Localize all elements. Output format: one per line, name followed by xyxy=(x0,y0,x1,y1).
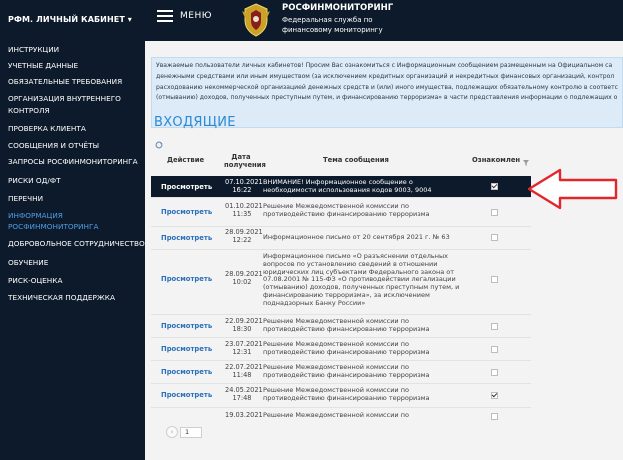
refresh-icon[interactable] xyxy=(155,141,163,149)
sidebar-item-lists[interactable]: ПЕРЕЧНИ xyxy=(8,194,44,203)
pagination xyxy=(166,426,202,438)
emblem-icon xyxy=(239,2,273,38)
sidebar-item-requirements[interactable]: ОБЯЗАТЕЛЬНЫЕ ТРЕБОВАНИЯ xyxy=(8,77,123,86)
table-row[interactable] xyxy=(151,251,531,315)
sidebar-item-cooperation[interactable]: ДОБРОВОЛЬНОЕ СОТРУДНИЧЕСТВО xyxy=(8,239,145,248)
date-cell: 24.05.2021 17:48 xyxy=(225,386,263,402)
subject-cell: Решение Межведомственной комиссии по xyxy=(263,411,409,419)
sidebar xyxy=(0,41,145,460)
sidebar-item-account-data[interactable]: УЧЕТНЫЕ ДАННЫЕ xyxy=(8,61,79,70)
subject-cell: ВНИМАНИЕ! Информационное сообщение о необходимости использования кодов 9003, 9004 xyxy=(263,178,432,194)
table-row[interactable] xyxy=(151,176,531,198)
date-cell: 22.07.2021 11:48 xyxy=(225,363,263,379)
view-link[interactable]: Просмотреть xyxy=(161,234,213,242)
page-title: ВХОДЯЩИЕ xyxy=(154,115,236,130)
read-checkbox[interactable] xyxy=(491,346,498,353)
subject-cell: Информационное письмо от 20 сентября 2021 г. № 63 xyxy=(263,233,450,241)
sidebar-item-information[interactable]: ИНФОРМАЦИЯ xyxy=(8,211,63,220)
view-link[interactable]: Просмотреть xyxy=(161,368,213,376)
view-link[interactable]: Просмотреть xyxy=(161,345,213,353)
main-content xyxy=(145,41,623,460)
sidebar-item-internal-control-2[interactable]: КОНТРОЛЯ xyxy=(8,106,50,115)
date-cell: 01.10.2021 11:35 xyxy=(225,202,263,218)
prev-page-button[interactable]: ‹ xyxy=(166,426,178,438)
top-bar xyxy=(0,0,623,41)
sidebar-item-instructions[interactable]: ИНСТРУКЦИИ xyxy=(8,45,60,54)
notice-line: Уважаемые пользователи личных кабинетов! Просим Вас ознакомиться с Информационным сообщением размещенным на Официальном са xyxy=(156,62,613,69)
notice-line: денежными средствами или иным имуществом (за исключением кредитных организаций и некредитных финансовых организаций, контрол xyxy=(156,72,615,80)
sidebar-item-risk-assessment[interactable]: РИСК-ОЦЕНКА xyxy=(8,276,63,285)
read-checkbox[interactable] xyxy=(491,369,498,376)
menu-button[interactable] xyxy=(157,10,212,22)
subject-cell: Решение Межведомственной комиссии по противодействию финансированию терроризма xyxy=(263,202,430,218)
date-cell: 28.09.2021 10:02 xyxy=(225,270,263,286)
view-link[interactable]: Просмотреть xyxy=(161,275,213,283)
read-checkbox[interactable] xyxy=(491,276,498,283)
read-checkbox[interactable] xyxy=(491,209,498,216)
sidebar-item-support[interactable]: ТЕХНИЧЕСКАЯ ПОДДЕРЖКА xyxy=(8,293,115,302)
date-cell: 19.03.2021 xyxy=(225,411,263,419)
column-header-subject: Тема сообщения xyxy=(323,156,389,164)
sidebar-item-messages-reports[interactable]: СООБЩЕНИЯ И ОТЧЁТЫ xyxy=(8,141,100,150)
menu-label: МЕНЮ xyxy=(180,11,212,21)
notice-line: (отмыванию) доходов, полученных преступным путем, и финансированию терроризма» в части представления информации о подлежащих о xyxy=(156,94,618,102)
date-cell: 23.07.2021 12:31 xyxy=(225,340,263,356)
view-link[interactable]: Просмотреть xyxy=(161,322,213,330)
column-header-read: Ознакомлен xyxy=(472,156,521,164)
subject-cell: Информационное письмо «О разъяснении отдельных вопросов по установлению сведений в отношении юридических лиц субъектами Федерального закона от 07.08.2001 № 115-ФЗ «О противодействии легализации (отмыванию) доходов, полученных преступным путем, и финансированию терроризма», за исключением поднадзорных Банку России» xyxy=(263,252,460,307)
read-checkbox[interactable] xyxy=(491,183,498,190)
filter-icon[interactable] xyxy=(523,160,529,166)
sidebar-item-training[interactable]: ОБУЧЕНИЕ xyxy=(8,258,49,267)
sidebar-item-risks[interactable]: РИСКИ ОД/ФТ xyxy=(8,176,61,185)
subject-cell: Решение Межведомственной комиссии по противодействию финансированию терроризма xyxy=(263,363,430,379)
page-number-input[interactable]: 1 xyxy=(180,427,202,438)
date-cell: 07.10.2021 16:22 xyxy=(225,178,263,194)
org-title: РОСФИНМОНИТОРИНГ xyxy=(282,3,394,13)
view-link[interactable]: Просмотреть xyxy=(161,391,213,399)
subject-cell: Решение Межведомственной комиссии по противодействию финансированию терроризма xyxy=(263,386,430,402)
table-row[interactable] xyxy=(151,338,531,361)
read-checkbox[interactable] xyxy=(491,392,498,399)
sidebar-item-internal-control[interactable]: ОРГАНИЗАЦИЯ ВНУТРЕННЕГО xyxy=(8,94,121,103)
notice-line: расходованию некоммерческой организацией денежных средств и (или) иного имущества, подлежащих обязательному контролю в соответс xyxy=(156,83,618,91)
sidebar-item-requests[interactable]: ЗАПРОСЫ РОСФИНМОНИТОРИНГА xyxy=(8,157,138,166)
table-row[interactable] xyxy=(151,409,531,421)
org-subtitle: Федеральная служба по финансовому мониторингу xyxy=(282,16,383,34)
column-header-action: Действие xyxy=(167,156,205,164)
table-row[interactable] xyxy=(151,315,531,338)
read-checkbox[interactable] xyxy=(491,234,498,241)
annotation-arrow-icon xyxy=(526,168,620,210)
column-header-date: Дата получения xyxy=(224,153,266,169)
date-cell: 22.09.2021 18:30 xyxy=(225,317,263,333)
subject-cell: Решение Межведомственной комиссии по противодействию финансированию терроризма xyxy=(263,317,430,333)
view-link[interactable]: Просмотреть xyxy=(161,208,213,216)
read-checkbox[interactable] xyxy=(491,413,498,420)
sidebar-item-information-2[interactable]: РОСФИНМОНИТОРИНГА xyxy=(8,222,99,231)
table-row[interactable] xyxy=(151,384,531,408)
date-cell: 28.09.2021 12:22 xyxy=(225,228,263,244)
hamburger-icon xyxy=(157,10,173,22)
read-checkbox[interactable] xyxy=(491,323,498,330)
table-row[interactable] xyxy=(151,227,531,250)
cabinet-dropdown[interactable]: РФМ. ЛИЧНЫЙ КАБИНЕТ ▾ xyxy=(8,15,132,24)
view-link[interactable]: Просмотреть xyxy=(161,183,213,191)
subject-cell: Решение Межведомственной комиссии по противодействию финансированию терроризма xyxy=(263,340,430,356)
sidebar-item-client-check[interactable]: ПРОВЕРКА КЛИЕНТА xyxy=(8,124,86,133)
table-row[interactable] xyxy=(151,361,531,384)
table-row[interactable] xyxy=(151,200,531,227)
